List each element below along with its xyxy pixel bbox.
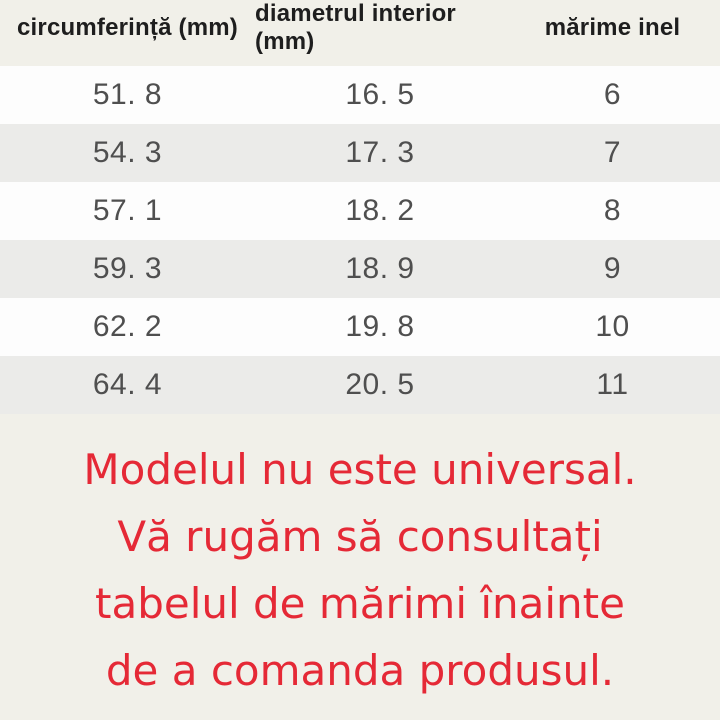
circumference-value: 62. 2 — [92, 310, 163, 343]
inner-diameter-value: 17. 3 — [345, 136, 415, 169]
header-ring-size: mărime inel — [544, 14, 681, 41]
table-row — [0, 124, 720, 182]
header-circumference: circumferință (mm) — [17, 14, 238, 41]
table-row — [0, 182, 720, 240]
disclaimer-line-2: Vă rugăm să consultați — [117, 512, 603, 561]
ring-size-value: 10 — [595, 310, 630, 343]
circumference-value: 57. 1 — [92, 194, 163, 227]
ring-size-value: 11 — [596, 368, 629, 401]
inner-diameter-value: 19. 8 — [345, 310, 415, 343]
ring-size-value: 7 — [603, 136, 622, 169]
inner-diameter-value: 20. 5 — [345, 368, 415, 401]
disclaimer-line-1: Modelul nu este universal. — [83, 445, 637, 494]
disclaimer-line-3: tabelul de mărimi înainte — [94, 579, 625, 628]
circumference-value: 59. 3 — [92, 252, 163, 285]
ring-size-value: 6 — [603, 78, 622, 111]
inner-diameter-value: 18. 2 — [345, 194, 415, 227]
header-inner-diameter: diametrul interior (mm) — [255, 0, 456, 55]
disclaimer-line-4: de a comanda produsul. — [105, 646, 615, 695]
circumference-value: 54. 3 — [92, 136, 163, 169]
inner-diameter-value: 16. 5 — [345, 78, 415, 111]
circumference-value: 64. 4 — [92, 368, 163, 401]
ring-size-value: 8 — [603, 194, 622, 227]
table-row — [0, 240, 720, 298]
inner-diameter-value: 18. 9 — [345, 252, 415, 285]
table-row — [0, 66, 720, 124]
circumference-value: 51. 8 — [92, 78, 163, 111]
table-header-row — [0, 0, 720, 66]
ring-size-value: 9 — [603, 252, 622, 285]
table-row — [0, 356, 720, 414]
disclaimer-notice — [0, 414, 720, 720]
table-row — [0, 298, 720, 356]
